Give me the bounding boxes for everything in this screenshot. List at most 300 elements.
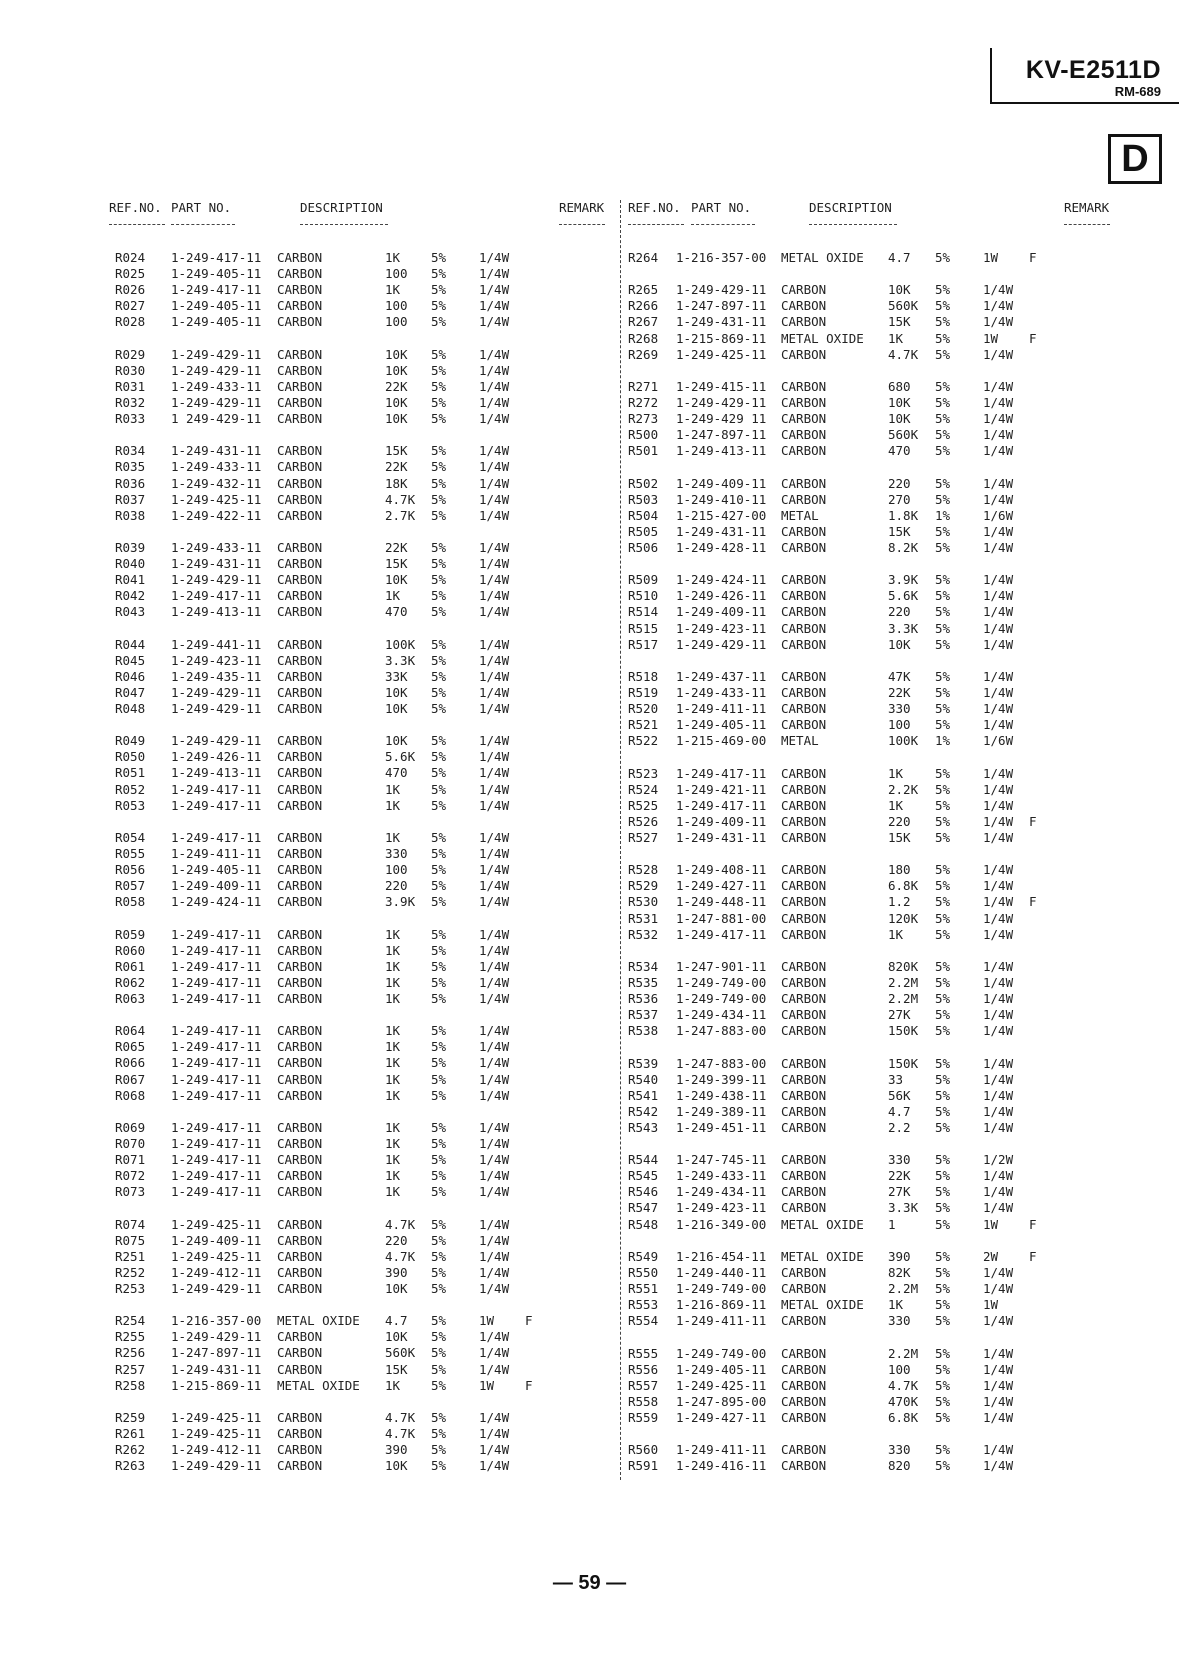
description-cell: CARBON	[277, 749, 323, 765]
ref-no-cell: R252	[115, 1264, 146, 1280]
part-no-cell: 1-216-349-00	[676, 1216, 767, 1232]
left-parts-column	[109, 200, 625, 1474]
parts-row	[115, 1088, 625, 1104]
parts-row	[115, 669, 625, 685]
parts-row	[628, 1184, 1148, 1200]
ref-no-cell: R048	[115, 701, 146, 716]
part-no-cell: 1-249-433-11	[676, 1168, 767, 1184]
wattage-cell: 1/4W	[983, 1200, 1014, 1216]
tolerance-cell: 5%	[431, 1039, 447, 1055]
value-cell: 10K	[385, 701, 408, 716]
parts-row	[115, 1168, 625, 1184]
value-cell: 4.7K	[385, 1216, 416, 1232]
parts-row	[628, 1217, 1148, 1233]
description-cell: CARBON	[277, 1119, 323, 1135]
remark-header: REMARK	[559, 200, 605, 215]
part-no-cell: 1-249-417-11	[676, 765, 767, 781]
wattage-cell: 1/4W	[983, 894, 1014, 910]
value-cell: 4.7K	[385, 1248, 416, 1264]
tolerance-cell: 5%	[431, 604, 447, 620]
value-cell: 2.2K	[888, 781, 919, 797]
part-no-cell: 1-249-431-11	[171, 443, 262, 459]
parts-row	[115, 363, 625, 379]
value-cell: 10K	[385, 572, 408, 588]
part-no-cell: 1-249-423-11	[676, 620, 767, 636]
part-no-cell: 1-249-417-11	[171, 1119, 262, 1135]
value-cell: 10K	[385, 346, 408, 362]
ref-no-cell: R549	[628, 1248, 659, 1264]
ref-no-cell: R264	[628, 250, 659, 265]
part-no-cell: 1-249-431-11	[171, 556, 262, 572]
tolerance-cell: 5%	[431, 411, 447, 427]
part-no-cell: 1-249-417-11	[171, 781, 262, 797]
value-cell: 22K	[385, 378, 408, 394]
parts-row	[115, 1184, 625, 1200]
description-cell: CARBON	[781, 588, 827, 604]
description-cell: CARBON	[277, 266, 323, 282]
description-cell: METAL OXIDE	[277, 1313, 360, 1329]
value-cell: 15K	[888, 523, 911, 539]
description-cell: CARBON	[781, 1281, 827, 1297]
ref-no-cell: R263	[115, 1458, 146, 1474]
parts-row	[115, 1023, 625, 1039]
wattage-cell: 1/4W	[479, 443, 510, 459]
wattage-cell: 1/4W	[479, 1345, 510, 1361]
wattage-cell: 1/4W	[479, 378, 510, 394]
wattage-cell: 1/4W	[479, 1039, 510, 1055]
description-cell: CARBON	[781, 958, 827, 974]
part-no-cell: 1-249-409-11	[171, 1232, 262, 1248]
description-cell: CARBON	[277, 314, 323, 330]
parts-row	[115, 540, 625, 556]
part-no-cell: 1-247-895-00	[676, 1393, 767, 1409]
part-no-header: PART NO.	[171, 200, 232, 215]
description-cell: CARBON	[277, 539, 323, 555]
ref-no-cell: R529	[628, 878, 659, 894]
tolerance-cell: 5%	[431, 314, 447, 330]
tolerance-cell: 5%	[935, 1071, 951, 1087]
ref-no-cell: R519	[628, 685, 659, 700]
value-cell: 470	[888, 443, 911, 459]
description-cell: CARBON	[277, 1152, 323, 1168]
wattage-cell: 1/4W	[479, 362, 510, 378]
tolerance-cell: 5%	[935, 1297, 951, 1313]
wattage-cell: 1/4W	[983, 314, 1014, 330]
part-no-cell: 1-249-437-11	[676, 668, 767, 684]
part-no-cell: 1-249-426-11	[676, 588, 767, 604]
parts-row	[115, 347, 625, 363]
remark-cell: F	[1029, 1248, 1037, 1264]
wattage-cell: 1/4W	[479, 942, 510, 958]
parts-row	[115, 878, 625, 894]
tolerance-cell: 5%	[431, 491, 447, 507]
value-cell: 15K	[888, 829, 911, 845]
ref-no-cell: R068	[115, 1087, 146, 1103]
ref-no-cell: R067	[115, 1071, 146, 1087]
part-no-cell: 1-249-429-11	[171, 701, 262, 716]
description-cell: CARBON	[277, 701, 323, 716]
parts-row	[115, 653, 625, 669]
ref-no-cell: R530	[628, 894, 659, 910]
value-cell: 8.2K	[888, 539, 919, 555]
parts-row	[115, 1362, 625, 1378]
wattage-cell: 1/4W	[983, 1409, 1014, 1425]
wattage-cell: 1/4W	[479, 604, 510, 620]
description-cell: CARBON	[277, 652, 323, 668]
ref-no-cell: R030	[115, 362, 146, 378]
value-cell: 4.7K	[888, 346, 919, 362]
value-cell: 10K	[888, 636, 911, 652]
wattage-cell: 1W	[983, 1216, 999, 1232]
part-no-cell: 1-249-429-11	[171, 572, 262, 588]
ref-no-cell: R522	[628, 733, 659, 749]
value-cell: 1K	[385, 829, 401, 845]
parts-row	[628, 331, 1148, 347]
value-cell: 820	[888, 1458, 911, 1474]
part-no-cell: 1-249-425-11	[171, 491, 262, 507]
tolerance-cell: 5%	[935, 701, 951, 717]
section-badge: D	[1108, 134, 1162, 184]
value-cell: 1K	[385, 797, 401, 813]
ref-no-cell: R029	[115, 346, 146, 362]
value-cell: 1K	[385, 1168, 401, 1184]
tolerance-cell: 5%	[935, 685, 951, 700]
description-cell: CARBON	[277, 684, 323, 700]
parts-row	[115, 572, 625, 588]
tolerance-cell: 5%	[431, 1152, 447, 1168]
remark-cell: F	[1029, 330, 1037, 346]
value-cell: 4.7K	[385, 491, 416, 507]
ref-no-cell: R528	[628, 862, 659, 878]
description-cell: CARBON	[781, 797, 827, 813]
value-cell: 2.2M	[888, 1281, 919, 1297]
parts-row	[115, 411, 625, 427]
ref-no-cell: R037	[115, 491, 146, 507]
part-no-cell: 1-249-409-11	[171, 878, 262, 894]
part-no-cell: 1-249-405-11	[171, 862, 262, 878]
ref-no-cell: R071	[115, 1152, 146, 1168]
ref-no-cell: R541	[628, 1087, 659, 1103]
parts-row	[115, 1410, 625, 1426]
part-no-cell: 1-249-405-11	[171, 266, 262, 282]
part-no-cell: 1-215-469-00	[676, 733, 767, 749]
parts-row	[628, 669, 1148, 685]
wattage-cell: 1/4W	[479, 1458, 510, 1474]
part-no-cell: 1-249-417-11	[171, 282, 262, 298]
part-no-cell: 1-249-431-11	[171, 1361, 262, 1377]
ref-no-cell: R557	[628, 1377, 659, 1393]
parts-row	[628, 1152, 1148, 1168]
tolerance-cell: 5%	[431, 572, 447, 588]
value-cell: 220	[888, 813, 911, 829]
wattage-cell: 1/4W	[479, 491, 510, 507]
description-cell: METAL OXIDE	[781, 1248, 864, 1264]
parts-row	[628, 508, 1148, 524]
part-no-cell: 1-249-424-11	[171, 894, 262, 910]
description-cell: CARBON	[277, 250, 323, 265]
part-no-cell: 1-249-413-11	[171, 765, 262, 781]
tolerance-cell: 5%	[431, 1425, 447, 1441]
description-cell: CARBON	[781, 991, 827, 1007]
tolerance-cell: 5%	[431, 733, 447, 749]
description-cell: CARBON	[277, 926, 323, 942]
part-no-cell: 1-249-433-11	[171, 378, 262, 394]
description-cell: CARBON	[277, 1425, 323, 1441]
ref-no-cell: R033	[115, 411, 146, 427]
value-cell: 22K	[888, 685, 911, 700]
parts-row	[115, 1329, 625, 1345]
parts-row	[628, 1458, 1148, 1474]
part-no-cell: 1-249-417-11	[171, 974, 262, 990]
value-cell: 3.9K	[385, 894, 416, 910]
parts-row	[115, 1442, 625, 1458]
description-cell: METAL	[781, 507, 819, 523]
tolerance-cell: 5%	[935, 282, 951, 298]
wattage-cell: 1/4W	[983, 668, 1014, 684]
parts-row	[628, 604, 1148, 620]
value-cell: 10K	[385, 684, 408, 700]
ref-no-cell: R259	[115, 1409, 146, 1425]
tolerance-cell: 5%	[935, 1055, 951, 1071]
parts-row	[115, 1233, 625, 1249]
part-no-cell: 1-249-434-11	[676, 1007, 767, 1023]
tolerance-cell: 5%	[935, 411, 951, 427]
value-cell: 4.7K	[385, 1425, 416, 1441]
tolerance-cell: 5%	[935, 1184, 951, 1200]
ref-no-cell: R536	[628, 991, 659, 1007]
ref-no-cell: R057	[115, 878, 146, 894]
ref-no-header: REF.NO.	[628, 200, 681, 215]
value-cell: 330	[888, 1152, 911, 1168]
ref-no-cell: R538	[628, 1023, 659, 1039]
ref-no-cell: R040	[115, 556, 146, 572]
tolerance-cell: 5%	[935, 717, 951, 733]
tolerance-cell: 5%	[935, 1216, 951, 1232]
wattage-cell: 2W	[983, 1248, 999, 1264]
value-cell: 390	[888, 1248, 911, 1264]
wattage-cell: 1/4W	[479, 572, 510, 588]
ref-no-cell: R054	[115, 829, 146, 845]
wattage-cell: 1/4W	[479, 411, 510, 427]
parts-row	[628, 1378, 1148, 1394]
value-cell: 100	[888, 717, 911, 733]
ref-no-cell: R540	[628, 1071, 659, 1087]
description-cell: CARBON	[277, 556, 323, 572]
tolerance-cell: 5%	[935, 1377, 951, 1393]
wattage-cell: 1/4W	[479, 1442, 510, 1458]
value-cell: 1K	[888, 926, 904, 942]
value-cell: 10K	[385, 1458, 408, 1474]
part-no-cell: 1-216-357-00	[171, 1313, 262, 1329]
parts-row	[628, 814, 1148, 830]
model-header-box	[990, 48, 1179, 104]
value-cell: 4.7K	[888, 1377, 919, 1393]
tolerance-cell: 5%	[431, 1023, 447, 1039]
wattage-cell: 1/4W	[983, 1458, 1014, 1474]
ref-no-cell: R027	[115, 298, 146, 314]
wattage-cell: 1/4W	[479, 346, 510, 362]
part-no-cell: 1-249-425-11	[171, 1248, 262, 1264]
tolerance-cell: 5%	[935, 765, 951, 781]
tolerance-cell: 5%	[935, 910, 951, 926]
wattage-cell: 1/4W	[983, 1103, 1014, 1119]
description-cell: CARBON	[277, 588, 323, 604]
value-cell: 56K	[888, 1087, 911, 1103]
parts-row	[115, 1265, 625, 1281]
wattage-cell: 1/4W	[983, 1377, 1014, 1393]
parts-row	[628, 1088, 1148, 1104]
tolerance-cell: 5%	[431, 1361, 447, 1377]
parts-row	[628, 395, 1148, 411]
part-no-cell: 1-247-883-00	[676, 1023, 767, 1039]
ref-no-cell: R050	[115, 749, 146, 765]
ref-no-cell: R052	[115, 781, 146, 797]
tolerance-cell: 5%	[935, 346, 951, 362]
part-no-cell: 1-247-883-00	[676, 1055, 767, 1071]
wattage-cell: 1/4W	[983, 1313, 1014, 1329]
parts-row	[115, 1249, 625, 1265]
tolerance-cell: 5%	[935, 991, 951, 1007]
wattage-cell: 1/4W	[479, 1152, 510, 1168]
value-cell: 470	[385, 765, 408, 781]
ref-no-cell: R026	[115, 282, 146, 298]
tolerance-cell: 5%	[431, 1409, 447, 1425]
value-cell: 3.3K	[888, 620, 919, 636]
part-no-cell: 1-249-429 11	[676, 411, 767, 427]
part-no-cell: 1-249-417-11	[171, 797, 262, 813]
tolerance-cell: 5%	[431, 781, 447, 797]
tolerance-cell: 5%	[431, 990, 447, 1006]
ref-no-cell: R503	[628, 491, 659, 507]
description-cell: CARBON	[781, 894, 827, 910]
ref-no-cell: R514	[628, 604, 659, 620]
wattage-cell: 1/4W	[983, 1023, 1014, 1039]
ref-no-cell: R506	[628, 539, 659, 555]
wattage-cell: 1/4W	[479, 652, 510, 668]
description-cell: METAL OXIDE	[781, 330, 864, 346]
wattage-cell: 1/4W	[479, 765, 510, 781]
description-cell: CARBON	[277, 507, 323, 523]
wattage-cell: 1/4W	[983, 1393, 1014, 1409]
value-cell: 15K	[888, 314, 911, 330]
part-no-cell: 1-249-417-11	[171, 1071, 262, 1087]
tolerance-cell: 5%	[935, 523, 951, 539]
part-no-cell: 1-249-417-11	[171, 1168, 262, 1184]
value-cell: 100	[385, 862, 408, 878]
tolerance-cell: 5%	[935, 378, 951, 394]
value-cell: 1K	[888, 1297, 904, 1313]
wattage-cell: 1/4W	[983, 1345, 1014, 1361]
value-cell: 100K	[888, 733, 919, 749]
parts-row	[115, 314, 625, 330]
wattage-cell: 1W	[479, 1313, 495, 1329]
value-cell: 100	[888, 1361, 911, 1377]
parts-row	[115, 282, 625, 298]
part-no-cell: 1-249-431-11	[676, 829, 767, 845]
ref-no-cell: R534	[628, 958, 659, 974]
wattage-cell: 1/4W	[479, 1232, 510, 1248]
remark-cell: F	[525, 1377, 533, 1393]
value-cell: 1K	[385, 588, 401, 604]
parts-row	[628, 1023, 1148, 1039]
part-no-cell: 1-249-433-11	[676, 685, 767, 700]
tolerance-cell: 5%	[935, 878, 951, 894]
parts-row	[115, 459, 625, 475]
parts-row	[115, 733, 625, 749]
wattage-cell: 1/4W	[479, 539, 510, 555]
wattage-cell: 1/4W	[479, 894, 510, 910]
tolerance-cell: 5%	[935, 250, 951, 265]
wattage-cell: 1/4W	[479, 1184, 510, 1200]
part-no-cell: 1-247-881-00	[676, 910, 767, 926]
parts-row	[115, 1072, 625, 1088]
ref-no-cell: R550	[628, 1264, 659, 1280]
description-cell: METAL OXIDE	[277, 1377, 360, 1393]
parts-row	[115, 1345, 625, 1361]
value-cell: 4.7	[888, 250, 911, 265]
parts-row	[115, 1217, 625, 1233]
ref-no-cell: R517	[628, 636, 659, 652]
tolerance-cell: 5%	[935, 1442, 951, 1458]
tolerance-cell: 5%	[431, 1329, 447, 1345]
wattage-cell: 1/4W	[479, 668, 510, 684]
description-cell: CARBON	[781, 620, 827, 636]
wattage-cell: 1/4W	[479, 1216, 510, 1232]
tolerance-cell: 5%	[431, 1442, 447, 1458]
wattage-cell: 1/4W	[479, 1280, 510, 1296]
parts-row	[628, 701, 1148, 717]
wattage-cell: 1/4W	[983, 1361, 1014, 1377]
parts-row	[628, 314, 1148, 330]
value-cell: 47K	[888, 668, 911, 684]
value-cell: 1K	[385, 1023, 401, 1039]
remark-cell: F	[525, 1313, 533, 1329]
remark-cell: F	[1029, 813, 1037, 829]
part-no-cell: 1-249-429-11	[171, 1458, 262, 1474]
part-no-cell: 1-249-433-11	[171, 459, 262, 475]
tolerance-cell: 5%	[431, 878, 447, 894]
wattage-cell: 1/4W	[983, 298, 1014, 314]
part-no-cell: 1-249-411-11	[676, 1442, 767, 1458]
parts-row	[628, 717, 1148, 733]
value-cell: 10K	[385, 362, 408, 378]
description-cell: CARBON	[277, 1216, 323, 1232]
value-cell: 33	[888, 1071, 904, 1087]
tolerance-cell: 5%	[431, 862, 447, 878]
wattage-cell: 1/4W	[983, 1119, 1014, 1135]
part-no-cell: 1-249-425-11	[171, 1216, 262, 1232]
tolerance-cell: 5%	[935, 620, 951, 636]
value-cell: 100	[385, 314, 408, 330]
description-cell: CARBON	[781, 829, 827, 845]
parts-row	[628, 798, 1148, 814]
value-cell: 120K	[888, 910, 919, 926]
parts-row	[628, 1281, 1148, 1297]
part-no-cell: 1-249-431-11	[676, 314, 767, 330]
ref-no-cell: R070	[115, 1136, 146, 1151]
wattage-cell: 1/4W	[983, 491, 1014, 507]
ref-no-cell: R525	[628, 797, 659, 813]
value-cell: 10K	[385, 394, 408, 410]
part-no-cell: 1-215-869-11	[171, 1377, 262, 1393]
value-cell: 10K	[385, 411, 408, 427]
parts-row	[628, 298, 1148, 314]
description-cell: CARBON	[277, 846, 323, 862]
parts-row	[115, 943, 625, 959]
description-cell: CARBON	[277, 1039, 323, 1055]
wattage-cell: 1/4W	[479, 1055, 510, 1071]
value-cell: 10K	[888, 282, 911, 298]
